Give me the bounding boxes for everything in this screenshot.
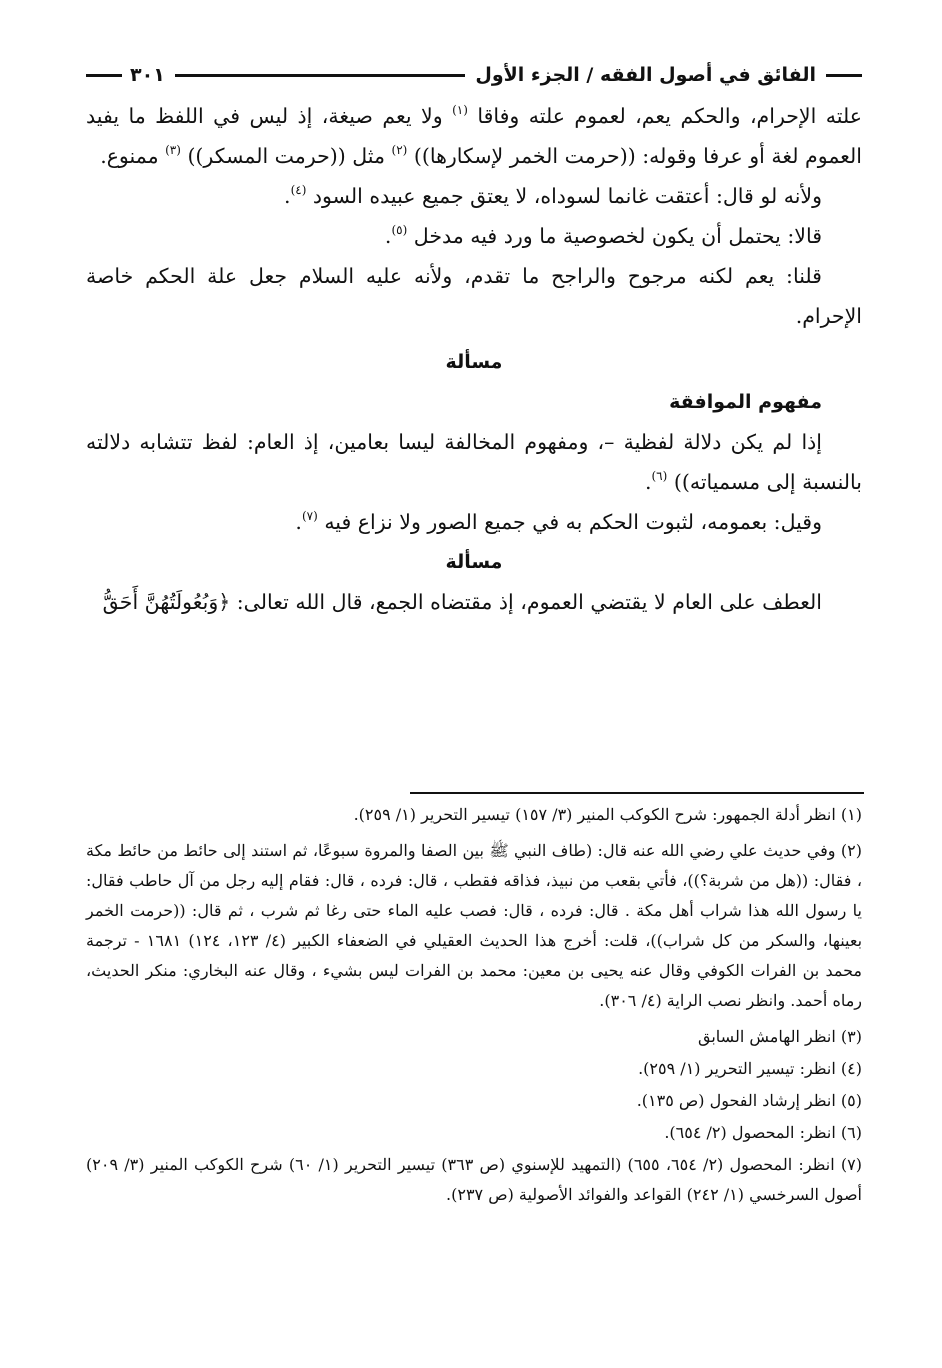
section-heading-2: مسألة [445,551,503,573]
p6-text: وقيل: بعمومه، لثبوت الحكم به في جميع الصور ولا نزاع فيه [324,510,822,534]
header-dash-right [826,74,862,77]
header-page-number-group [86,64,165,86]
paragraph-6 [86,502,862,542]
p6-end: . [295,510,302,534]
footnote-ref-1[interactable]: (١) [452,103,468,117]
p1-text-a: علته الإحرام، والحكم يعم، لعموم علته وفاقا [477,104,862,128]
footnote-2: (٢) وفي حديث علي رضي الله عنه قال: (طاف النبي ﷺ بين الصفا والمروة سبوعًا، ثم استند إلى حائط من حائط مكة ، فقال: ((هل من شربة؟))، فأتي بقعب من نبيذ، فذاقه فقطب ، قال: فرده ، قال: فقام إليه رجل من آل حاطب فقال: يا رسول الله هذا شراب أهل مكة . قال: فرده ، قال: فصب عليه الماء حتى رغا ثم شرب ، ثم قال: ((حرمت الخمر بعينها، والسكر من كل شراب))، قلت: أخرج هذا الحديث العقيلي في الضعفاء الكبير (٤/ ١٢٣، ١٢٤) ١٦٨١ - ترجمة محمد بن الفرات الكوفي وقال عنه يحيى بن معين: محمد بن الفرات ليس بشيء ، وقال عنه البخاري: منكر الحديث، رماه أحمد. وانظر نصب الراية (٤/ ٣٠٦). [86,841,863,1010]
p1-text-d: ممنوع. [100,144,159,168]
p5-text: إذا لم يكن دلالة لفظية –، ومفهوم المخالفة ليسا بعامين، إذ العام: لفظ تتشابه دلالته بالنسبة إلى مسمياته)) [86,430,862,494]
paragraph-3 [86,216,862,256]
p1-text-c: مثل ((حرمت المسكر)) [187,144,385,168]
footnote-ref-2[interactable]: (٢) [391,143,408,157]
running-header [86,58,862,92]
p5-end: . [644,470,652,494]
p1-text-b: ولا يعم صيغة، إذ ليس في اللفظ ما يفيد العموم لغة أو عرفا وقوله: ((حرمت الخمر لإسكارها)) [86,104,862,168]
subheading: مفهوم الموافقة [669,391,822,413]
footnote-1: (١) انظر أدلة الجمهور: شرح الكوكب المنير (٣/ ١٥٧) تيسير التحرير (١/ ٢٥٩). [353,805,862,824]
header-dash-left [86,74,122,77]
footnote-5: (٥) انظر إرشاد الفحول (ص ١٣٥). [636,1091,862,1110]
footnote-3: (٣) انظر الهامش السابق [698,1027,862,1046]
p3-end: . [384,224,392,248]
p2-text: ولأنه لو قال: أعتقت غانما لسوداه، لا يعتق جميع عبيده السود [312,184,822,208]
p2-end: . [284,184,291,208]
footnote-ref-5[interactable]: (٥) [391,223,408,237]
footnote-6: (٦) انظر: المحصول (٢/ ٦٥٤). [664,1123,862,1142]
page-number: ٣٠١ [130,64,165,86]
header-rule [175,74,466,77]
section-heading-1: مسألة [445,351,503,373]
header-title: الفائق في أصول الفقه / الجزء الأول [475,64,816,86]
paragraph-7: العطف على العام لا يقتضي العموم، إذ مقتضاه الجمع، قال الله تعالى: ﴿وَبُعُولَتُهُنَّ أَحَقُّ [102,590,822,614]
footnote-7: (٧) انظر: المحصول (٢/ ٦٥٤، ٦٥٥) (التمهيد للإسنوي (ص ٣٦٣) تيسير التحرير (١/ ٦٠) شرح الكوكب المنير (٣/ ٢٠٩) أصول السرخسي (١/ ٢٤٢) القواعد والفوائد الأصولية (ص ٢٣٧). [86,1155,862,1204]
p3-text: قالا: يحتمل أن يكون لخصوصية ما ورد فيه مدخل [413,224,822,248]
footnotes [86,800,862,1216]
footnote-4: (٤) انظر: تيسير التحرير (١/ ٢٥٩). [638,1059,862,1078]
paragraph-5 [86,422,862,502]
footnote-ref-4[interactable]: (٤) [290,183,307,197]
paragraph-1 [86,96,862,176]
header-title-group [475,64,862,86]
main-text [86,96,862,622]
footnote-ref-3[interactable]: (٣) [165,143,181,157]
paragraph-2 [86,176,862,216]
footnote-ref-6[interactable]: (٦) [651,469,668,483]
footnote-ref-7[interactable]: (٧) [301,509,318,523]
paragraph-4: قلنا: يعم لكنه مرجوح والراجح ما تقدم، ولأنه عليه السلام جعل علة الحكم خاصة الإحرام. [86,264,862,328]
footnote-separator [410,792,864,794]
